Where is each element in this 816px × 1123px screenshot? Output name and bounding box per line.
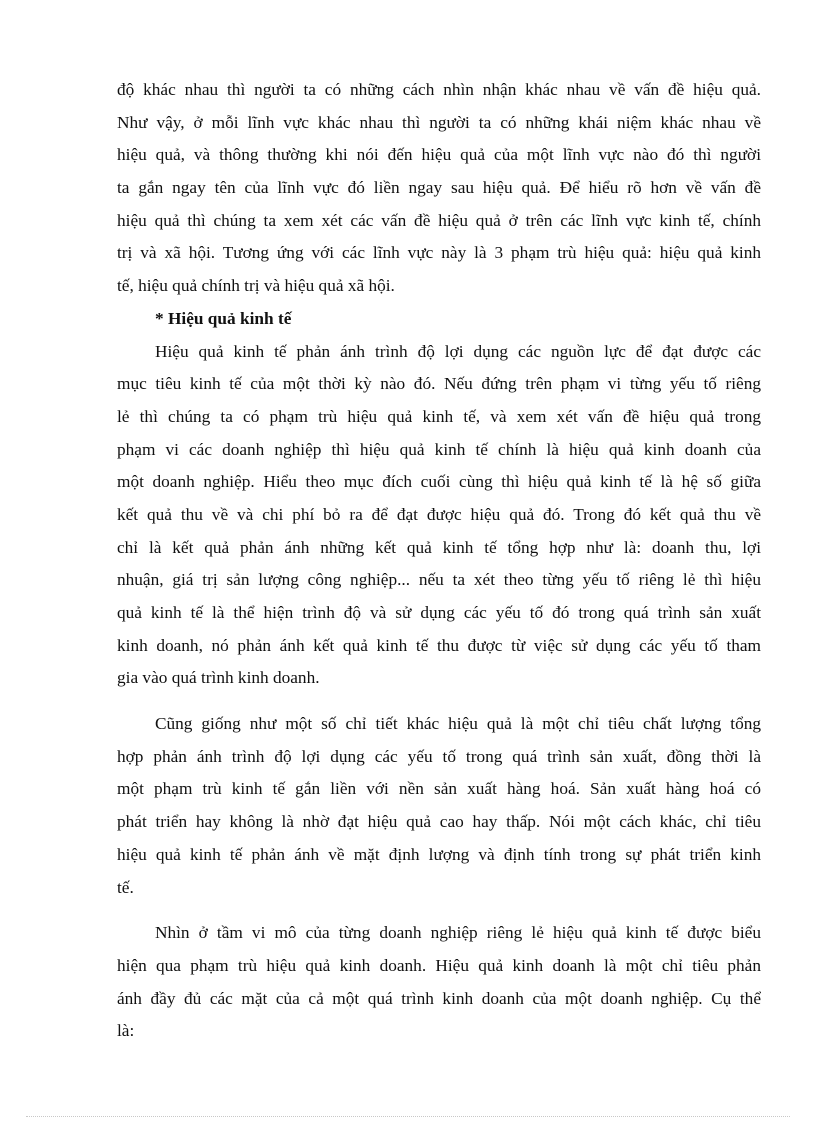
section-heading: * Hiệu quả kinh tế bbox=[155, 308, 292, 328]
text-line: độ khác nhau thì người ta có những cách nhìn nhận khác nhau về vấn đề hiệu quả. bbox=[117, 80, 761, 99]
document-page bbox=[117, 74, 761, 1048]
text-line: hiện qua phạm trù hiệu quả kinh doanh. Hiệu quả kinh doanh là một chỉ tiêu phản bbox=[117, 955, 761, 975]
paragraph-spacing bbox=[117, 695, 761, 708]
text-line: Nhìn ở tầm vi mô của từng doanh nghiệp riêng lẻ hiệu quả kinh tế được biểu bbox=[155, 923, 761, 943]
text-line: nhuận, giá trị sản lượng công nghiệp... nếu ta xét theo từng yếu tố riêng lẻ thì hiệu bbox=[117, 570, 761, 590]
text-line: ánh đầy đủ các mặt của cả một quá trình kinh doanh của một doanh nghiệp. Cụ thể bbox=[117, 988, 761, 1008]
text-line: trị và xã hội. Tương ứng với các lĩnh vực này là 3 phạm trù hiệu quả: hiệu quả kinh bbox=[117, 243, 761, 263]
text-line: chỉ là kết quả phản ánh những kết quả kinh tế tổng hợp như là: doanh thu, lợi bbox=[117, 537, 761, 557]
text-line: ta gắn ngay tên của lĩnh vực đó liền ngay sau hiệu quả. Để hiểu rõ hơn về vấn đề bbox=[117, 178, 761, 198]
text-line: phát triển hay không là nhờ đạt hiệu quả cao hay thấp. Nói một cách khác, chỉ tiêu bbox=[117, 812, 761, 832]
text-line: gia vào quá trình kinh doanh. bbox=[117, 668, 320, 688]
text-line: hiệu quả, và thông thường khi nói đến hiệu quả của một lĩnh vực nào đó thì người bbox=[117, 145, 761, 165]
text-line: Hiệu quả kinh tế phản ánh trình độ lợi dụng các nguồn lực để đạt được các bbox=[155, 341, 761, 361]
text-line: một doanh nghiệp. Hiểu theo mục đích cuối cùng thì hiệu quả kinh tế là hệ số giữa bbox=[117, 472, 761, 492]
text-line: kinh doanh, nó phản ánh kết quả kinh tế thu được từ việc sử dụng các yếu tố tham bbox=[117, 635, 761, 655]
text-line: tế, hiệu quả chính trị và hiệu quả xã hội. bbox=[117, 276, 395, 296]
text-line: phạm vi các doanh nghiệp thì hiệu quả kinh tế chính là hiệu quả kinh doanh của bbox=[117, 439, 761, 459]
text-line: quả kinh tế là thể hiện trình độ và sử dụng các yếu tố đó trong quá trình sản xuất bbox=[117, 603, 761, 622]
page-bottom-divider bbox=[26, 1116, 790, 1117]
text-line: hiệu quả thì chúng ta xem xét các vấn đề hiệu quả ở trên các lĩnh vực kinh tế, chính bbox=[117, 210, 761, 230]
text-line: hợp phản ánh trình độ lợi dụng các yếu tố trong quá trình sản xuất, đồng thời là bbox=[117, 746, 761, 766]
text-line: lẻ thì chúng ta có phạm trù hiệu quả kinh tế, và xem xét vấn đề hiệu quả trong bbox=[117, 406, 761, 426]
paragraph-micro-level bbox=[117, 917, 761, 1048]
text-line: Như vậy, ở mỗi lĩnh vực khác nhau thì người ta có những khái niệm khác nhau về bbox=[117, 112, 761, 132]
text-line: là: bbox=[117, 1021, 135, 1041]
paragraph-quality-indicator bbox=[117, 708, 761, 904]
paragraph-spacing bbox=[117, 904, 761, 917]
paragraph-economic-efficiency bbox=[117, 336, 761, 696]
text-line: kết quả thu về và chi phí bỏ ra để đạt được hiệu quả đó. Trong đó kết quả thu về bbox=[117, 504, 761, 524]
text-line: Cũng giống như một số chỉ tiết khác hiệu quả là một chỉ tiêu chất lượng tổng bbox=[155, 714, 761, 734]
text-line: một phạm trù kinh tế gắn liền với nền sản xuất hàng hoá. Sản xuất hàng hoá có bbox=[117, 779, 761, 799]
paragraph-intro bbox=[117, 74, 761, 303]
text-line: mục tiêu kinh tế của một thời kỳ nào đó. Nếu đứng trên phạm vi từng yếu tố riêng bbox=[117, 374, 761, 394]
text-line: tế. bbox=[117, 877, 134, 897]
text-line: hiệu quả kinh tế phản ánh về mặt định lượng và định tính trong sự phát triển kinh bbox=[117, 844, 761, 864]
